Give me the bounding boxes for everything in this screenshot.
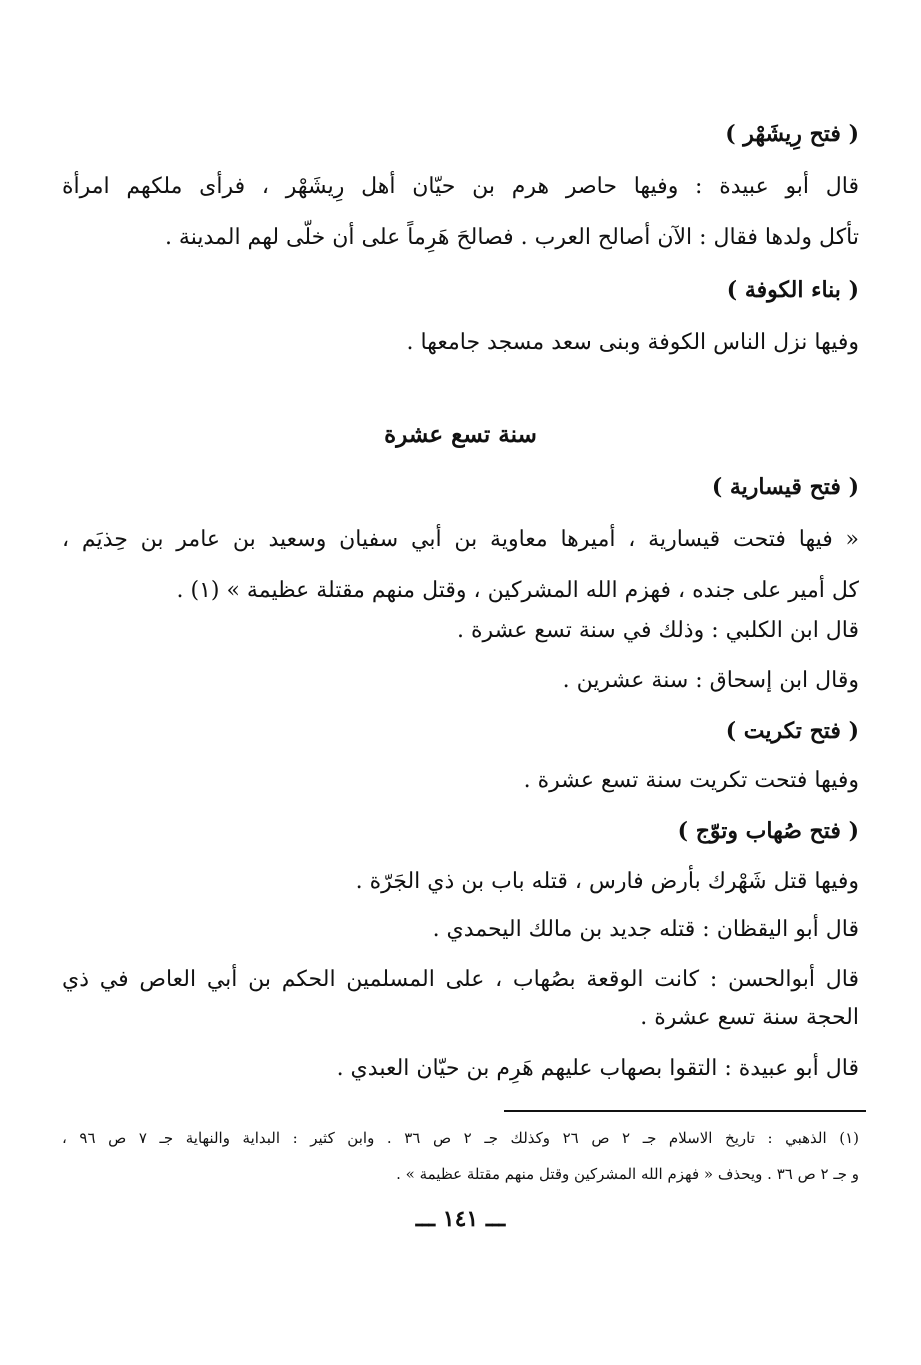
- footnote-line: (١) الذهبي : تاريخ الاسلام جـ ٢ ص ٢٦ وكذلك جـ ٢ ص ٣٦ . وابن كثير : البداية والنهاية جـ ٧ ص ٩٦ ،: [62, 1129, 860, 1147]
- page-number: ـــ ١٤١ ـــ: [415, 1206, 506, 1232]
- paragraph-line: قال ابن الكلبي : وذلك في سنة تسع عشرة .: [456, 618, 859, 643]
- heading-fath-rishahr: ( فتح رِيشَهْر ): [725, 121, 859, 147]
- paragraph-line: الحجة سنة تسع عشرة .: [640, 1005, 859, 1030]
- paragraph-line: وقال ابن إسحاق : سنة عشرين .: [562, 668, 859, 693]
- paragraph-line: قال أبو عبيدة : التقوا بصهاب عليهم هَرِم بن حيّان العبدي .: [336, 1056, 859, 1081]
- paragraph-line: وفيها فتحت تكريت سنة تسع عشرة .: [523, 768, 859, 793]
- paragraph-line: وفيها قتل شَهْرك بأرض فارس ، قتله باب بن ذي الجَرّة .: [355, 869, 859, 894]
- paragraph-line: وفيها نزل الناس الكوفة وبنى سعد مسجد جامعها .: [406, 330, 859, 355]
- paragraph-line: قال أبو اليقظان : قتله جديد بن مالك اليحمدي .: [432, 917, 859, 942]
- paragraph-line: تأكل ولدها فقال : الآن أصالح العرب . فصالحَ هَرِماً على أن خلّى لهم المدينة .: [164, 225, 859, 250]
- footnote-line: و جـ ٢ ص ٣٦ . ويحذف « فهزم الله المشركين وقتل منهم مقتلة عظيمة » .: [396, 1165, 859, 1183]
- heading-bina-alkufa: ( بناء الكوفة ): [726, 277, 859, 303]
- paragraph-line: قال أبو عبيدة : وفيها حاصر هرم بن حيّان أهل رِيشَهْر ، فرأى ملكهم امرأة: [62, 174, 859, 199]
- heading-fath-qaysariya: ( فتح قيسارية ): [711, 474, 859, 500]
- footnote-divider: [504, 1110, 866, 1112]
- year-title: سنة تسع عشرة: [384, 421, 537, 448]
- paragraph-line: كل أمير على جنده ، فهزم الله المشركين ، وقتل منهم مقتلة عظيمة » (١) .: [176, 578, 859, 603]
- paragraph-line: « فيها فتحت قيسارية ، أميرها معاوية بن أبي سفيان وسعيد بن عامر بن حِذيَم ،: [62, 527, 859, 552]
- heading-fath-tikrit: ( فتح تكريت ): [725, 718, 859, 744]
- paragraph-line: قال أبوالحسن : كانت الوقعة بصُهاب ، على المسلمين الحكم بن أبي العاص في ذي: [62, 967, 859, 992]
- heading-fath-suhab: ( فتح صُهاب وتوّج ): [677, 818, 859, 844]
